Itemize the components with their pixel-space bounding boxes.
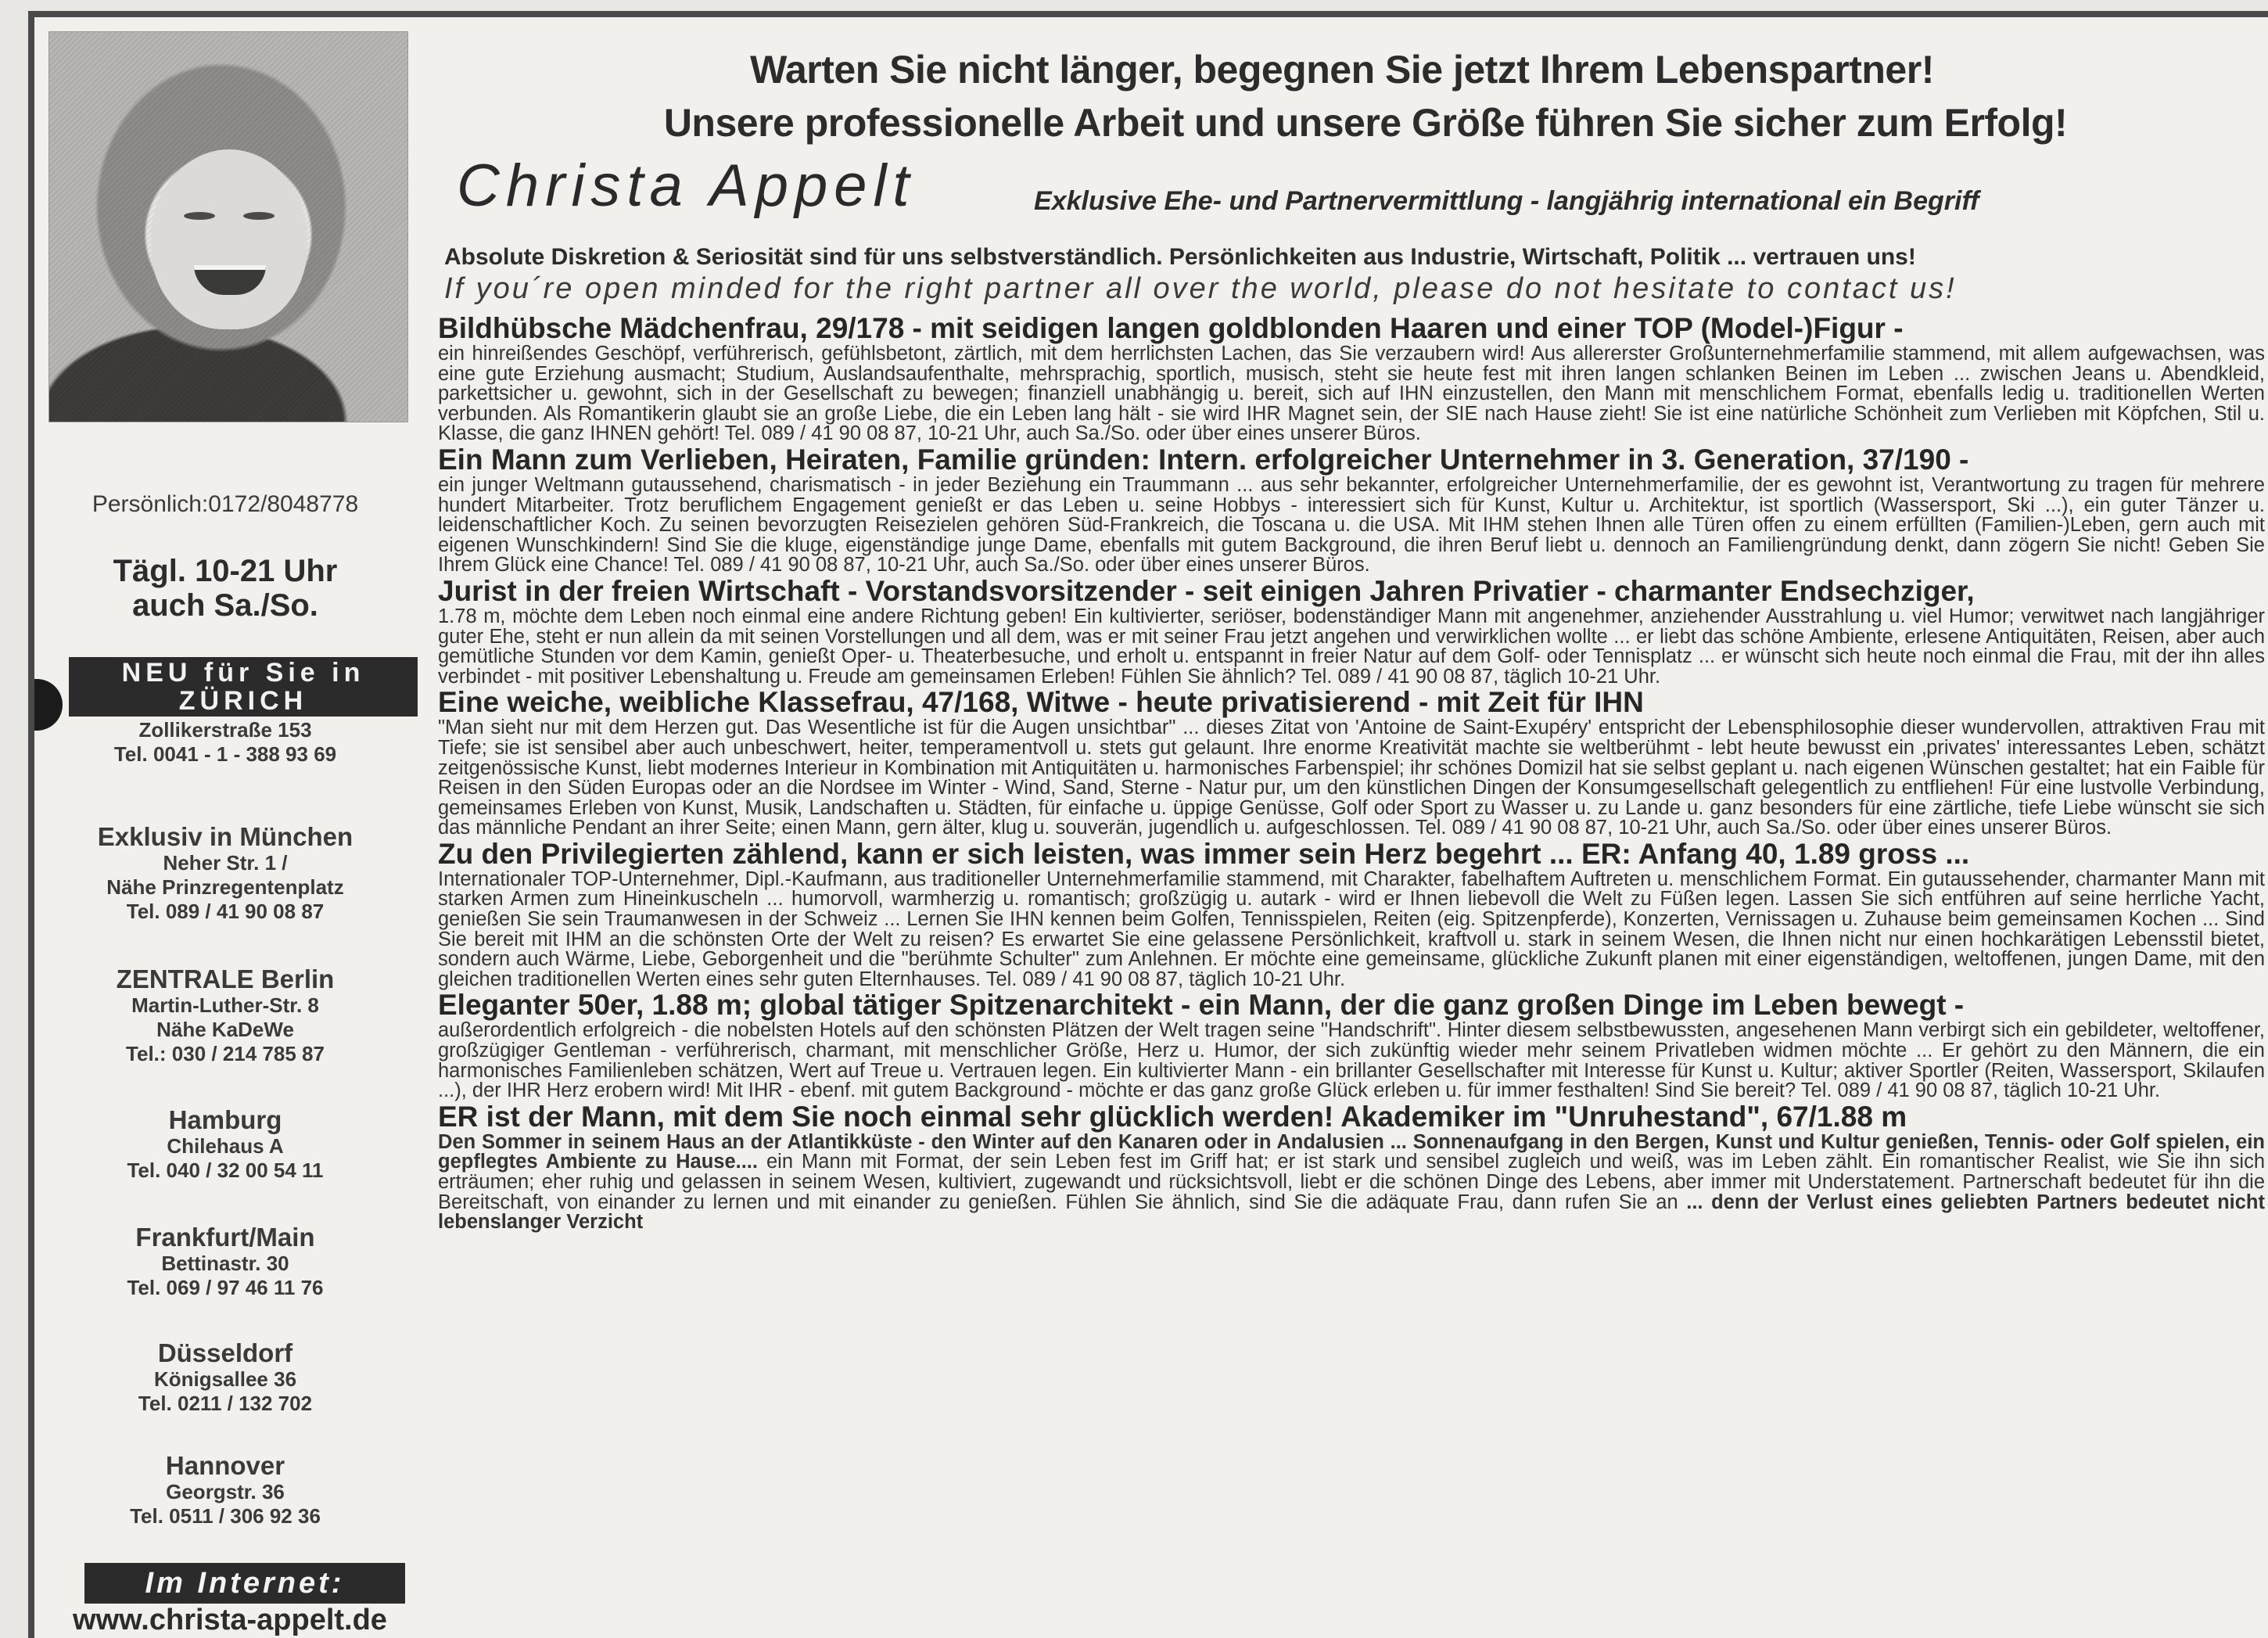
office-address: Neher Str. 1 /	[163, 851, 288, 875]
face-illustration	[151, 149, 307, 329]
brand-tagline: Exklusive Ehe- und Partnervermittlung - langjährig international ein Begriff	[1034, 186, 1979, 216]
website-link[interactable]: www.christa-appelt.de	[73, 1604, 387, 1636]
office-address: Zollikerstraße 153	[138, 718, 312, 742]
office-hamburg	[34, 1106, 416, 1183]
office-address: Königsallee 36	[153, 1367, 297, 1391]
office-address: Martin-Luther-Str. 8	[131, 993, 319, 1017]
contact-sidebar	[34, 17, 416, 1638]
ad-body: Internationaler TOP-Unternehmer, Dipl.-Kaufmann, aus traditioneller Unternehmerfamilie stammend, mit Charakter, fabelhaftem Auftreten u. menschlichem Format. Ein gutaussehender, charmanter Mann mit starken Armen zum Hineinkuscheln ... humorvoll, warmherzig u. romantisch; großzügig u. autark - wird er Ihnen liebevoll die Welt zu Füßen legen. Lassen Sie sich entführen auf seine herrliche Yacht, genießen Sie sein Traumanwesen in der Schweiz ... Lernen Sie IHN kennen beim Golfen, Tennisspielen, Reiten (eig. Spitzenpferde), Konzerten, Vernissagen u. Zuhause beim gemeinsamen Kochen ... Sind Sie bereit mit IHM an die schönsten Orte der Welt zu reisen? Es erwartet Sie eine gelassene Persönlichkeit, kraftvoll u. stark in seinem Wesen, die Ihnen nicht nur einen hochkarätigen Lebensstil bietet, sondern auch Wärme, Liebe, Geborgenheit und die "berühmte Schulter" zum Anlehnen. Er möchte eine gemeinsame, glückliche Zukunft planen mit einer eigenständigen, weltoffenen, jungen Dame, mit den gleichen traditionellen Werten eines sehr guten Elternhauses. Tel. 089 / 41 90 08 87, täglich 10-21 Uhr.	[438, 867, 2265, 990]
office-city: Exklusiv in München	[97, 822, 353, 851]
office-phone: Tel.: 030 / 214 785 87	[126, 1042, 325, 1065]
ad-title: Jurist in der freien Wirtschaft - Vorstandsvorsitzender - seit einigen Jahren Privatier - charmanter Endsechziger,	[438, 575, 1975, 607]
main-content	[416, 17, 2268, 1638]
zurich-banner-line-1: NEU für Sie in	[121, 658, 365, 688]
hours-line-1: Tägl. 10-21 Uhr	[113, 554, 338, 588]
ad-item	[438, 839, 2265, 990]
ad-title: Eleganter 50er, 1.88 m; global tätiger Spitzenarchitekt - ein Mann, der die ganz großen Dinge im Leben bewegt -	[438, 990, 1965, 1022]
office-phone: Tel. 0041 - 1 - 388 93 69	[113, 742, 337, 766]
office-address-note: Nähe Prinzregentenplatz	[106, 875, 344, 899]
office-berlin	[34, 965, 416, 1066]
personal-ads-list	[438, 313, 2265, 1233]
ad-body: ein junger Weltmann gutaussehend, charismatisch - in jeder Beziehung ein Traummann ... aus sehr bekannter, erfolgreicher Unternehmerfamilie, der es gewohnt ist, Verantwortung zu tragen für mehrere hundert Mitarbeiter. Trotz beruflichem Engagement genießt er das Leben u. seine Hobbys - interessiert sich für Kunst, Kultur u. Architektur, ist sportlich (Wassersport, Ski ...), ein guter Tänzer u. leidenschaftlicher Koch. Zu seinen bevorzugten Reisezielen gehören Süd-Frankreich, die Toscana u. die USA. Mit IHM stehen Ihnen alle Türen offen zu einem erfüllten (Familien-)Leben, gern auch mit eigenen Wunschkindern! Sind Sie die kluge, eigenständige junge Dame, ebenfalls mit gutem Background, die ihren Beruf liebt u. dennoch an Familiengründung denkt, dann zögern Sie nicht! Geben Sie Ihrem Glück eine Chance! Tel. 089 / 41 90 08 87, 10-21 Uhr, auch Sa./So. oder über eines unserer Büros.	[438, 473, 2265, 577]
office-address: Georgstr. 36	[166, 1480, 285, 1503]
discretion-statement: Absolute Diskretion & Seriosität sind für uns selbstverständlich. Persönlichkeiten aus Industrie, Wirtschaft, Politik ... vertrauen uns!	[444, 244, 1916, 270]
personal-phone: Persönlich:0172/8048778	[92, 491, 359, 517]
office-city: Hannover	[165, 1451, 285, 1480]
ad-body: "Man sieht nur mit dem Herzen gut. Das Wesentliche ist für die Augen unsichtbar" ... dieses Zitat von 'Antoine de Saint-Exupéry' entspricht der Lebensphilosophie dieser wundervollen, attraktiven Frau mit Tiefe; sie ist sensibel aber auch unbeschwert, heiter, temperamentvoll u. stets gut gelaunt. Ihre enorme Kreativität machte sie weltberühmt - lebt heute bewusst ein ‚privates' interessantes Leben, schätzt zeitgenössische Kunst, liebt modernes Interieur in Kombination mit Antiquitäten u. harmonisches Farbenspiel; ihr schönes Domizil hat sie selbst geplant u. nach eigenen Wünschen gestaltet; hat ein Faible für Reisen in den Süden Europas oder an die Nordsee im Winter - Wind, Sand, Sterne - Natur pur, um den künstlichen Dingen der Konsumgesellschaft gelegentlich zu entfliehen! Für eine lustvolle Verbindung, gemeinsames Erleben von Kunst, Musik, Landschaften u. Städten, für einfache u. üppige Genüsse, Golf oder Sport zu Wasser u. zu Lande u. ganz besonders für eine zärtliche, tiefe Liebe wünscht sie sich das männliche Pendant an ihrer Seite; einen Mann, gern älter, klug u. souverän, jugendlich u. aufgeschlossen. Tel. 089 / 41 90 08 87, 10-21 Uhr, auch Sa./So. oder über eines unserer Büros.	[438, 717, 2265, 839]
ad-title: Ein Mann zum Verlieben, Heiraten, Familie gründen: Intern. erfolgreicher Unternehmer in 3. Generation, 37/190 -	[438, 444, 1969, 476]
office-muenchen	[34, 823, 416, 924]
office-phone: Tel. 040 / 32 00 54 11	[127, 1158, 324, 1182]
office-frankfurt	[34, 1223, 416, 1300]
headline-2: Unsere professionelle Arbeit und unsere Größe führen Sie sicher zum Erfolg!	[663, 101, 2068, 145]
english-statement: If you´re open minded for the right partner all over the world, please do not hesitate to contact us!	[444, 272, 1957, 305]
ad-title: Zu den Privilegierten zählend, kann er sich leisten, was immer sein Herz begehrt ... ER: Anfang 40, 1.89 gross ...	[438, 838, 1970, 870]
office-city: Frankfurt/Main	[135, 1223, 315, 1252]
newspaper-advertisement	[28, 11, 2268, 1638]
internet-banner: Im Internet:	[84, 1563, 405, 1604]
ad-item	[438, 576, 2265, 687]
opening-hours	[34, 554, 416, 623]
ad-title: Bildhübsche Mädchenfrau, 29/178 - mit seidigen langen goldblonden Haaren und einer TOP (Model-)Figur -	[438, 313, 1904, 344]
zurich-banner	[69, 657, 418, 717]
office-zurich	[34, 718, 416, 767]
ad-item	[438, 1101, 2265, 1233]
office-phone: Tel. 069 / 97 46 11 76	[127, 1276, 324, 1299]
ad-body	[438, 1130, 2266, 1234]
ad-bold-outro: ... denn der Verlust eines geliebten Partners bedeutet nicht lebenslanger Verzicht	[438, 1191, 2265, 1234]
ad-item	[438, 990, 2265, 1101]
office-city: Düsseldorf	[157, 1338, 293, 1367]
ad-body: ein hinreißendes Geschöpf, verführerisch, gefühlsbetont, zärtlich, mit dem herrlichsten Lachen, das Sie verzaubern wird! Aus allererster Großunternehmerfamilie stammend, mit allem aufgewachsen, was eine gute Erziehung ausmacht; Studium, Auslandsaufenthalte, mehrsprachig, sportlich, musisch, steht sie heute fest mit ihren langen schlanken Beinen im Leben ... zwischen Jeans u. Abendkleid, parkettsicher u. gewohnt, sich in der Gesellschaft zu bewegen; finanziell unabhängig u. bereit, sich auf IHN einzustellen, den Mann mit menschlichem Format, ebenfalls ledig u. traditionellen Werten verbunden. Als Romantikerin glaubt sie an große Liebe, die ein Leben lang hält - sie wird IHR Magnet sein, der SIE nach Hause zieht! Sie ist eine natürliche Schönheit zum Verlieben mit Köpfchen, Stil u. Klasse, die ganz IHNEN gehört! Tel. 089 / 41 90 08 87, 10-21 Uhr, auch Sa./So. oder über eines unserer Büros.	[438, 343, 2265, 445]
office-hannover	[34, 1452, 416, 1528]
eye-right	[243, 212, 275, 220]
office-address-note: Nähe KaDeWe	[156, 1018, 294, 1041]
office-phone: Tel. 0211 / 132 702	[138, 1392, 313, 1415]
portrait-photo	[48, 31, 408, 422]
brand-name: Christa Appelt	[457, 153, 916, 219]
office-phone: Tel. 089 / 41 90 08 87	[126, 900, 325, 923]
ad-body: 1.78 m, möchte dem Leben noch einmal eine andere Richtung geben! Ein kultivierter, seriöser, bodenständiger Mann mit angenehmer, anziehender Ausstrahlung u. viel Humor; verwitwet nach langjähriger guter Ehe, steht er nun allein da mit seinen Vorstellungen und all dem, was er mit seiner Frau jetzt angehen und verwirklichen wollte ... er liebt das schöne Ambiente, erlesene Antiquitäten, Reisen, aber auch gemütliche Stunden vor dem Kamin, genießt Oper- u. Theaterbesuche, und erholt u. entspannt in freier Natur auf dem Golf- oder Tennisplatz ... er wünscht sich heute noch einmal die Frau, mit der ihn alles verbindet - mit positiver Lebenshaltung u. Freude am gemeinsamen Erleben! Fühlen Sie ähnlich? Tel. 089 / 41 90 08 87, täglich 10-21 Uhr.	[438, 605, 2265, 688]
ad-body-text: ein Mann mit Format, der sein Leben fest im Griff hat; er ist stark und sensibel zugleich und weiß, was im Leben zählt. Ein romantischer Realist, wie Sie ihn sich erträumen; eher ruhig und gelassen in seinem Wesen, kultiviert, zugewandt und rücksichtsvoll, liebt er die schönen Dinge des Lebens, aber immer mit Understatement. Partnerschaft bedeutet für ihn die Bereitschaft, von einander zu lernen und mit einander zu genießen. Fühlen Sie ähnlich, sind Sie die adäquate Frau, dann rufen Sie an	[438, 1151, 2266, 1213]
smile	[194, 265, 266, 295]
eye-left	[184, 212, 215, 220]
ad-body: außerordentlich erfolgreich - die nobelsten Hotels auf den schönsten Plätzen der Welt tragen seine "Handschrift". Hinter diesem selbstbewussten, angesehenen Mann verbirgt sich ein gebildeter, weltoffener, großzügiger Gentleman - verführerisch, charmant, mit menschlicher Größe, Herz u. Humor, der sich zukünftig wieder mehr seinem Privatleben widmen möchte ... Er gehört zu den Männern, die ein harmonisches Familienleben schätzen, Wert auf Treue u. Vertrauen legen. Ein kultivierter Mann - ein brillanter Gesellschafter mit Interesse für Kunst u. Kultur; aktiver Sportler (Reiten, Wassersport, Skilaufen ...), der IHR Herz erobern wird! Mit IHR - ebenf. mit gutem Background - möchte er das ganz große Glück erleben u. für immer festhalten! Sind Sie bereit? Tel. 089 / 41 90 08 87, täglich 10-21 Uhr.	[438, 1019, 2265, 1102]
office-address: Chilehaus A	[167, 1134, 284, 1158]
office-duesseldorf	[34, 1339, 416, 1416]
ad-item	[438, 687, 2265, 839]
ad-title: ER ist der Mann, mit dem Sie noch einmal sehr glücklich werden! Akademiker im "Unruhestand", 67/1.88 m	[438, 1101, 1907, 1133]
ad-item	[438, 313, 2265, 444]
office-address: Bettinastr. 30	[161, 1252, 289, 1275]
ad-bold-intro: Den Sommer in seinem Haus an der Atlantikküste - den Winter auf den Kanaren oder in Andalusien ... Sonnenaufgang in den Bergen, Kunst und Kultur genießen, Tennis- oder Golf spielen, ein gepflegtes Ambiente zu Hause....	[438, 1130, 2265, 1173]
office-phone: Tel. 0511 / 306 92 36	[130, 1504, 321, 1528]
hours-line-2: auch Sa./So.	[132, 588, 318, 623]
office-city: ZENTRALE Berlin	[116, 964, 335, 993]
headline-1: Warten Sie nicht länger, begegnen Sie jetzt Ihrem Lebenspartner!	[750, 48, 1934, 92]
ad-title: Eine weiche, weibliche Klassefrau, 47/168, Witwe - heute privatisierend - mit Zeit für IHN	[438, 687, 1644, 719]
office-city: Hamburg	[168, 1105, 282, 1134]
ad-item	[438, 444, 2265, 576]
zurich-banner-line-2: ZÜRICH	[178, 686, 308, 716]
